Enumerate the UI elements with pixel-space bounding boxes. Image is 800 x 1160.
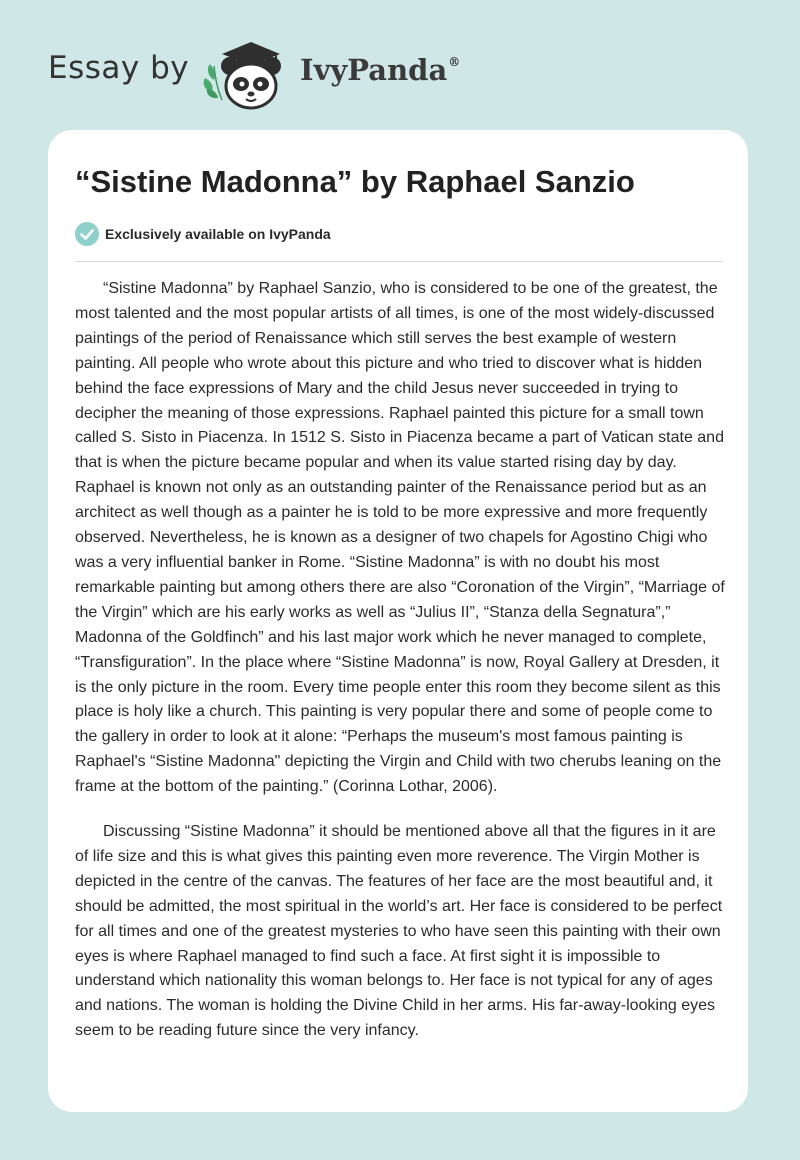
brand-name[interactable] <box>300 53 460 87</box>
essay-body <box>75 277 727 1044</box>
essay-by-label: Essay by <box>48 50 190 86</box>
exclusive-badge <box>75 222 331 246</box>
site-header <box>48 32 548 112</box>
brand-name-text: IvyPanda <box>300 53 448 87</box>
registered-mark: ® <box>448 55 461 69</box>
divider <box>75 261 723 262</box>
essay-paragraph: “Sistine Madonna” by Raphael Sanzio, who is considered to be one of the greatest, the most talented and the most popular artists of all times, is one of the most widely-discussed paintings of the period of Renaissance which still serves the best example of western painting. All people who wrote about this picture and who tried to discover what is hidden behind the face expressions of Mary and the child Jesus never succeeded in trying to decipher the meaning of those expressions. Raphael painted this picture for a small town called S. Sisto in Piacenza. In 1512 S. Sisto in Piacenza became a part of Vatican state and that is when the picture became popular and when its value started rising day by day. Raphael is known not only as an outstanding painter of the Renaissance period but as an architect as well though as a painter he is told to be more expressive and more frequently observed. Nevertheless, he is known as a designer of two chapels for Agostino Chigi who was a very influential banker in Rome. “Sistine Madonna” is with no doubt his most remarkable painting but among others there are also “Coronation of the Virgin”, “Marriage of the Virgin” which are his early works as well as “Julius II”, “Stanza della Segnatura”,” Madonna of the Goldfinch” and his last major work which he never managed to complete, “Transfiguration”. In the place where “Sistine Madonna” is now, Royal Gallery at Dresden, it is the only picture in the room. Every time people enter this room they become silent as this place is holy like a church. This painting is very popular there and some of people come to the gallery in order to look at it alone: “Perhaps the museum's most famous painting is Raphael's “Sistine Madonna" depicting the Virgin and Child with two cherubs leaning on the frame at the bottom of the painting.” (Corinna Lothar, 2006). <box>75 280 725 796</box>
page-title: “Sistine Madonna” by Raphael Sanzio <box>75 164 635 199</box>
check-circle-icon <box>75 222 99 246</box>
badge-label: Exclusively available on IvyPanda <box>105 226 331 242</box>
panda-graduate-logo-icon[interactable] <box>200 36 290 112</box>
essay-card <box>48 130 748 1112</box>
essay-paragraph: Discussing “Sistine Madonna” it should be mentioned above all that the figures in it are of life size and this is what gives this painting even more reverence. The Virgin Mother is depicted in the centre of the canvas. The features of her face are the most beautiful and, it should be admitted, the most spiritual in the world’s art. Her face is considered to be perfect for all times and one of the greatest mysteries to who have seen this painting with their own eyes is where Raphael managed to find such a face. At first sight it is impossible to understand which nationality this woman belongs to. Her face is not typical for any of ages and nations. The woman is holding the Divine Child in her arms. His far-away-looking eyes seem to be reading future since the very infancy. <box>75 823 723 1040</box>
